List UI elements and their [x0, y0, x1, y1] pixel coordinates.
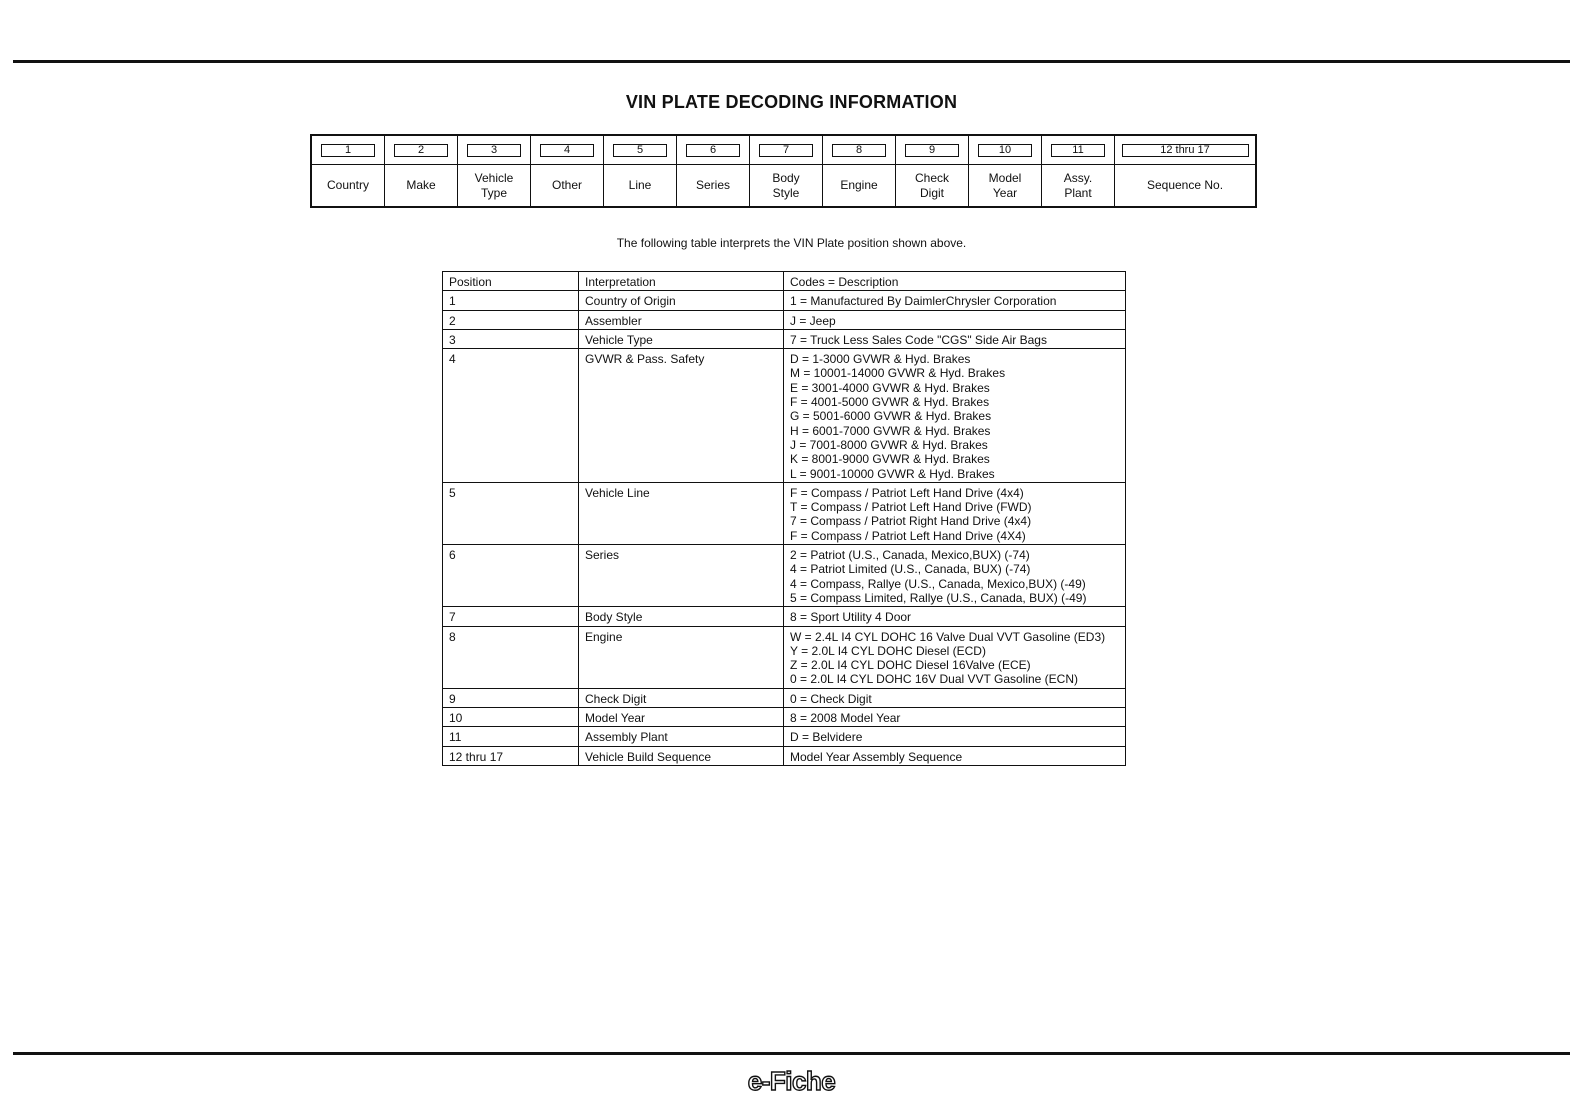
- cell-interpretation: Vehicle Line: [579, 482, 784, 544]
- vin-position-number: 6: [686, 144, 740, 157]
- cell-position: 2: [443, 310, 579, 329]
- header-codes: Codes = Description: [784, 272, 1126, 291]
- cell-interpretation: Check Digit: [579, 688, 784, 707]
- vin-position-number: 12 thru 17: [1122, 144, 1249, 157]
- vin-position-label: Country: [326, 178, 370, 192]
- code-line: 0 = 2.0L I4 CYL DOHC 16V Dual VVT Gasoline (ECN): [790, 672, 1079, 687]
- vin-position-label: Assy. Plant: [1063, 170, 1093, 200]
- cell-position: 4: [443, 349, 579, 483]
- vin-position-label: Make: [406, 178, 436, 192]
- vin-position-number: 8: [832, 144, 886, 157]
- vin-strip-cell: [823, 136, 896, 206]
- cell-interpretation: Series: [579, 545, 784, 607]
- cell-codes: [784, 688, 1126, 707]
- vin-position-label: Sequence No.: [1146, 178, 1224, 192]
- cell-codes: [784, 349, 1126, 483]
- cell-interpretation: Body Style: [579, 607, 784, 626]
- table-row: [443, 708, 1126, 727]
- code-line: D = Belvidere: [790, 730, 863, 745]
- code-line: D = 1-3000 GVWR & Hyd. Brakes: [790, 352, 971, 367]
- code-line: 8 = 2008 Model Year: [790, 711, 901, 726]
- table-row: [443, 688, 1126, 707]
- table-row: [443, 291, 1126, 310]
- cell-interpretation: GVWR & Pass. Safety: [579, 349, 784, 483]
- cell-interpretation: Assembler: [579, 310, 784, 329]
- cell-position: 1: [443, 291, 579, 310]
- code-line: 8 = Sport Utility 4 Door: [790, 610, 912, 625]
- cell-interpretation: Vehicle Build Sequence: [579, 746, 784, 765]
- vin-strip-cell: [1115, 136, 1255, 206]
- vin-position-label: Engine: [840, 178, 878, 192]
- vin-position-number: 11: [1051, 144, 1105, 157]
- vin-strip-cell: [531, 136, 604, 206]
- intro-text: The following table interprets the VIN Plate position shown above.: [616, 236, 967, 250]
- code-line: 4 = Patriot Limited (U.S., Canada, BUX) (-74): [790, 562, 1031, 577]
- vin-strip-cell: [969, 136, 1042, 206]
- table-row: [443, 349, 1126, 483]
- code-line: M = 10001-14000 GVWR & Hyd. Brakes: [790, 366, 1006, 381]
- vin-position-number: 10: [978, 144, 1032, 157]
- vin-strip-cell-top: [531, 136, 603, 165]
- code-line: J = 7001-8000 GVWR & Hyd. Brakes: [790, 437, 988, 452]
- code-line: F = Compass / Patriot Left Hand Drive (4X4): [790, 528, 1026, 543]
- vin-position-number: 4: [540, 144, 594, 157]
- cell-interpretation: Engine: [579, 626, 784, 688]
- code-line: H = 6001-7000 GVWR & Hyd. Brakes: [790, 423, 991, 438]
- vin-position-label: Vehicle Type: [474, 170, 514, 200]
- header-position: Position: [443, 272, 579, 291]
- code-line: 5 = Compass Limited, Rallye (U.S., Canada, BUX) (-49): [790, 590, 1087, 605]
- cell-codes: [784, 727, 1126, 746]
- cell-codes: [784, 746, 1126, 765]
- vin-strip-cell: [750, 136, 823, 206]
- cell-codes: [784, 545, 1126, 607]
- cell-codes: [784, 708, 1126, 727]
- bottom-rule: [13, 1052, 1570, 1055]
- code-line: 2 = Patriot (U.S., Canada, Mexico,BUX) (-74): [790, 548, 1030, 563]
- code-line: Z = 2.0L I4 CYL DOHC Diesel 16Valve (ECE): [790, 658, 1031, 673]
- code-line: 7 = Compass / Patriot Right Hand Drive (4x4): [790, 514, 1032, 529]
- code-line: J = Jeep: [790, 313, 836, 328]
- vin-position-number: 5: [613, 144, 667, 157]
- cell-codes: [784, 626, 1126, 688]
- vin-position-label: Line: [628, 178, 652, 192]
- vin-position-number: 9: [905, 144, 959, 157]
- cell-interpretation: Country of Origin: [579, 291, 784, 310]
- vin-position-number: 7: [759, 144, 813, 157]
- vin-decoding-table: [442, 271, 1126, 766]
- code-line: Y = 2.0L I4 CYL DOHC Diesel (ECD): [790, 643, 986, 658]
- code-line: T = Compass / Patriot Left Hand Drive (FWD): [790, 500, 1032, 515]
- vin-strip-cell-top: [969, 136, 1041, 165]
- cell-interpretation: Model Year: [579, 708, 784, 727]
- table-row: [443, 727, 1126, 746]
- cell-interpretation: Vehicle Type: [579, 329, 784, 348]
- top-rule: [13, 60, 1570, 63]
- vin-position-number: 2: [394, 144, 448, 157]
- vin-strip-cell: [1042, 136, 1115, 206]
- vin-position-label: Other: [551, 178, 582, 192]
- code-line: F = 4001-5000 GVWR & Hyd. Brakes: [790, 395, 990, 410]
- vin-position-label: Model Year: [988, 170, 1022, 200]
- vin-position-label: Series: [695, 178, 730, 192]
- vin-position-strip: [310, 134, 1257, 208]
- vin-position-label: Body Style: [772, 170, 800, 200]
- vin-position-label: Check Digit: [914, 170, 949, 200]
- cell-position: 7: [443, 607, 579, 626]
- header-interpretation: Interpretation: [579, 272, 784, 291]
- vin-strip-cell-top: [750, 136, 822, 165]
- cell-codes: [784, 329, 1126, 348]
- vin-strip-cell-top: [604, 136, 676, 165]
- vin-strip-cell: [458, 136, 531, 206]
- cell-position: 3: [443, 329, 579, 348]
- vin-strip-cell-top: [677, 136, 749, 165]
- cell-interpretation: Assembly Plant: [579, 727, 784, 746]
- code-line: 1 = Manufactured By DaimlerChrysler Corporation: [790, 294, 1057, 309]
- code-line: 7 = Truck Less Sales Code "CGS" Side Air Bags: [790, 332, 1047, 347]
- code-line: W = 2.4L I4 CYL DOHC 16 Valve Dual VVT Gasoline (ED3): [790, 629, 1106, 644]
- table-row: [443, 482, 1126, 544]
- vin-strip-cell: [677, 136, 750, 206]
- vin-strip-cell-top: [1115, 136, 1255, 165]
- vin-strip-cell: [385, 136, 458, 206]
- page-title: VIN PLATE DECODING INFORMATION: [625, 92, 958, 112]
- cell-position: 11: [443, 727, 579, 746]
- table-row: [443, 746, 1126, 765]
- cell-position: 6: [443, 545, 579, 607]
- code-line: Model Year Assembly Sequence: [790, 749, 963, 764]
- cell-position: 8: [443, 626, 579, 688]
- cell-codes: [784, 482, 1126, 544]
- table-row: [443, 607, 1126, 626]
- vin-strip-cell: [896, 136, 969, 206]
- code-line: 0 = Check Digit: [790, 691, 872, 706]
- cell-position: 5: [443, 482, 579, 544]
- vin-strip-cell-top: [823, 136, 895, 165]
- vin-strip-cell-top: [458, 136, 530, 165]
- table-row: [443, 329, 1126, 348]
- code-line: K = 8001-9000 GVWR & Hyd. Brakes: [790, 452, 990, 467]
- vin-strip-cell: [604, 136, 677, 206]
- vin-strip-cell-top: [1042, 136, 1114, 165]
- vin-position-number: 1: [321, 144, 375, 157]
- cell-position: 12 thru 17: [443, 746, 579, 765]
- vin-strip-cell-top: [896, 136, 968, 165]
- code-line: E = 3001-4000 GVWR & Hyd. Brakes: [790, 380, 990, 395]
- vin-position-number: 3: [467, 144, 521, 157]
- code-line: L = 9001-10000 GVWR & Hyd. Brakes: [790, 466, 995, 481]
- vin-strip-cell: [312, 136, 385, 206]
- code-line: F = Compass / Patriot Left Hand Drive (4x4): [790, 485, 1024, 500]
- table-row: [443, 626, 1126, 688]
- efiche-logo: e-Fiche: [747, 1066, 836, 1096]
- cell-position: 9: [443, 688, 579, 707]
- vin-strip-cell-top: [312, 136, 384, 165]
- vin-strip-cell-top: [385, 136, 457, 165]
- table-header-row: [443, 272, 1126, 291]
- cell-position: 10: [443, 708, 579, 727]
- table-row: [443, 310, 1126, 329]
- table-row: [443, 545, 1126, 607]
- cell-codes: [784, 607, 1126, 626]
- code-line: 4 = Compass, Rallye (U.S., Canada, Mexico,BUX) (-49): [790, 576, 1086, 591]
- cell-codes: [784, 291, 1126, 310]
- code-line: G = 5001-6000 GVWR & Hyd. Brakes: [790, 409, 992, 424]
- cell-codes: [784, 310, 1126, 329]
